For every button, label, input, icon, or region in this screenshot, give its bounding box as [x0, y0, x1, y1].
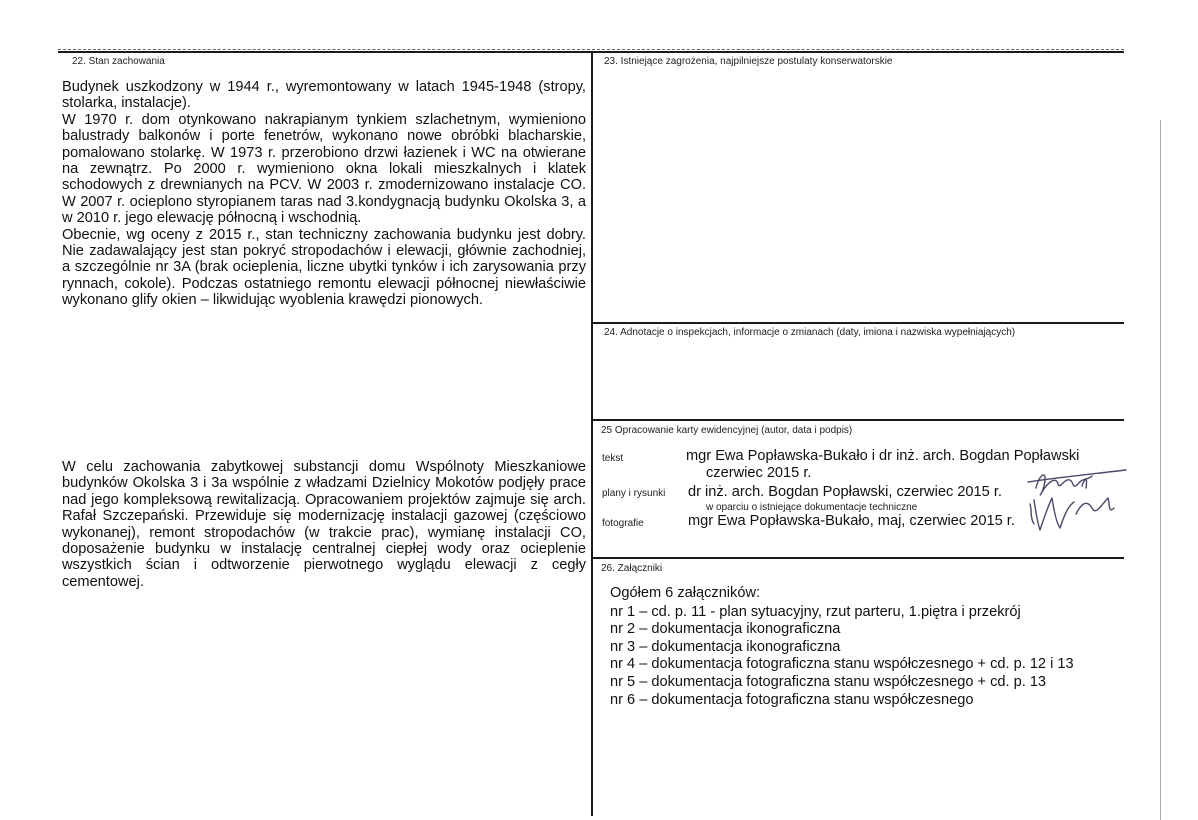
section-24-label: 24. Adnotacje o inspekcjach, informacje o zmianach (daty, imiona i nazwiska wypełniających) [604, 327, 1016, 338]
plany-label: plany i rysunki [602, 488, 666, 499]
attachment-item: nr 6 – dokumentacja fotograficzna stanu współczesnego [610, 691, 974, 708]
right-frame-edge [1160, 120, 1161, 820]
attachment-item: nr 3 – dokumentacja ikonograficzna [610, 638, 841, 655]
attachment-item: nr 1 – cd. p. 11 - plan sytuacyjny, rzut parteru, 1.piętra i przekrój [610, 603, 1021, 620]
tekst-date: czerwiec 2015 r. [706, 465, 812, 481]
tekst-label: tekst [602, 453, 624, 464]
plany-value: dr inż. arch. Bogdan Popławski, czerwiec 2015 r. [688, 484, 1002, 500]
signature-drawing [1022, 458, 1132, 538]
attachment-item: nr 4 – dokumentacja fotograficzna stanu współczesnego + cd. p. 12 i 13 [610, 656, 1074, 673]
section-26-label: 26. Załączniki [601, 563, 663, 574]
rule-24 [592, 322, 1124, 324]
section-22-label: 22. Stan zachowania [72, 56, 165, 67]
section-23-label: 23. Istniejące zagrożenia, najpilniejsze postulaty konserwatorskie [604, 56, 893, 67]
section-22-paragraph: W 1970 r. dom otynkowano nakrapianym tynkiem szlachetnym, wymieniono balustrady balkonów i porte fenetrów, wykonano nowe obróbki blacharskie, pomalowano stolarkę. W 1973 r. przerobiono drzwi łazienek i WC na otwierane na zewnątrz. Po 2000 r. wymieniono okna lokali mieszkalnych i klatek schodowych z drewnianych na PCV. W 2003 r. zmodernizowano instalacje CO. W 2007 r. ocieplono styropianem taras nad 3.kondygnacją budynku Okolska 3, a w 2010 r. jego elewację północną i wschodnią. [62, 111, 586, 227]
attachments-summary: Ogółem 6 załączników: [610, 585, 761, 601]
rule-25 [592, 419, 1124, 421]
attachments-list [610, 585, 1074, 709]
foto-value: mgr Ewa Popławska-Bukało, maj, czerwiec 2015 r. [688, 513, 1015, 529]
top-dotted-rule [58, 49, 1124, 50]
tekst-value: mgr Ewa Popławska-Bukało i dr inż. arch. Bogdan Popławski [686, 448, 1080, 464]
postulates-text: W celu zachowania zabytkowej substancji domu Wspólnoty Mieszkaniowe budynków Okolska 3 i 3a wspólnie z władzami Dzielnicy Mokotów podjęły prace nad jego kompleksową rewitalizacją. Opracowaniem projektów zajmuje się arch. Rafał Szczepański. Przewiduje się modernizację instalacji gazowej (częściowo wykonanej), remont stropodachów (w trakcie prac), wymianę instalacji CO, doposażenie budynku w instalację centralnej ciepłej wody oraz ocieplenie wszystkich ścian i odtworzenie pierwotnego wyglądu elewacji z cegły cementowej. [62, 459, 586, 590]
foto-label: fotografie [602, 518, 644, 529]
section-22-text [62, 79, 586, 309]
section-25-label: 25 Opracowanie karty ewidencyjnej (autor, data i podpis) [601, 425, 853, 436]
attachment-item: nr 5 – dokumentacja fotograficzna stanu współczesnego + cd. p. 13 [610, 673, 1047, 690]
plany-note: w oparciu o istniejące dokumentacje techniczne [706, 502, 918, 513]
rule-26 [592, 557, 1124, 559]
section-22-paragraph: Obecnie, wg oceny z 2015 r., stan techniczny zachowania budynku jest dobry. Nie zadawalający jest stan pokryć stropodachów i elewacji, głównie zachodniej, a szczególnie nr 3A (brak ocieplenia, liczne ubytki tynków i ich zarysowania przy rynnach, cokole). Podczas ostatniego remontu elewacji północnej niewłaściwie wykonano glify okien – likwidując wyoblenia krawędzi pionowych. [62, 226, 586, 309]
column-divider [591, 51, 593, 816]
attachment-item: nr 2 – dokumentacja ikonograficzna [610, 621, 841, 638]
section-22-paragraph: Budynek uszkodzony w 1944 r., wyremontowany w latach 1945-1948 (stropy, stolarka, instalacje). [62, 79, 586, 112]
